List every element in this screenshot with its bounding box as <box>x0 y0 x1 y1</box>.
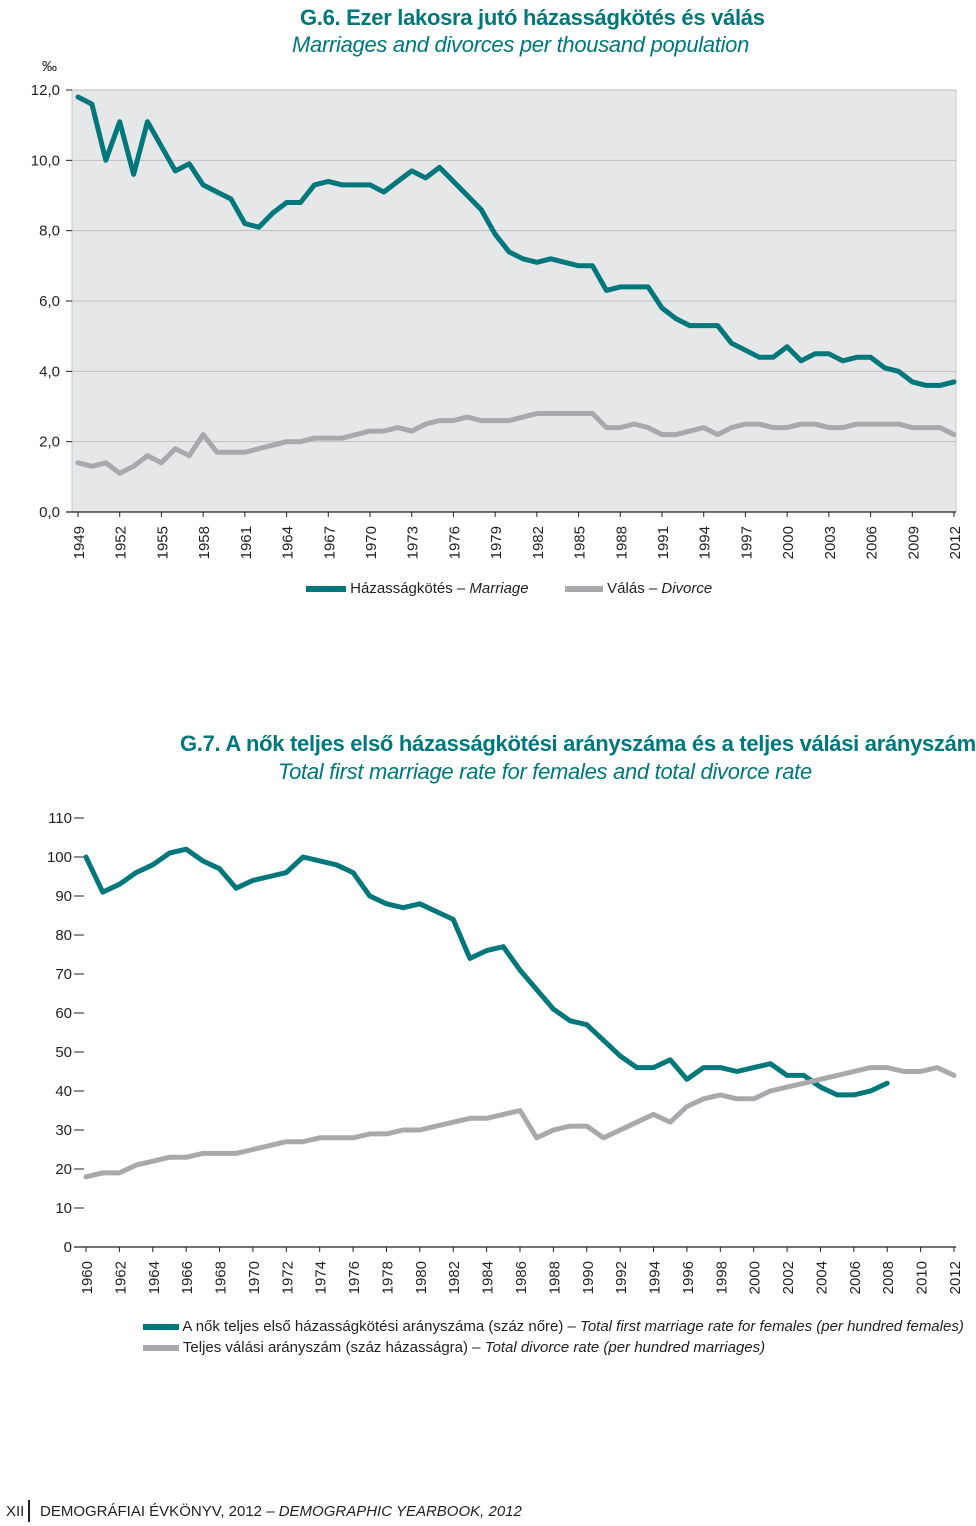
chart1-x-tick-label: 2000 <box>780 526 798 560</box>
chart2-y-tick-label: 50 <box>55 1044 72 1061</box>
chart1-x-tick-label: 1955 <box>154 526 172 560</box>
chart2-y-tick-label: 70 <box>55 966 72 983</box>
chart1-x-tick-label: 1958 <box>196 526 214 560</box>
legend-label-marriage-en: Marriage <box>469 580 529 597</box>
chart1-x-tick-label: 1982 <box>529 526 547 560</box>
page-footer <box>0 1496 960 1526</box>
chart2-x-tick-label: 1994 <box>646 1261 664 1295</box>
chart1-x-tick-label: 1967 <box>321 526 339 560</box>
chart2-y-tick-label: 40 <box>55 1083 72 1100</box>
legend2-swatch-divorce <box>143 1345 179 1351</box>
legend2-label-divorce-en: Total divorce rate (per hundred marriages) <box>484 1339 766 1356</box>
chart2-x-tick-label: 1986 <box>513 1261 530 1295</box>
chart2-x-tick-label: 1988 <box>546 1261 564 1295</box>
chart1-x-tick-label: 1985 <box>571 526 589 560</box>
chart2-y-tick-label: 80 <box>55 927 72 944</box>
chart2-y-tick-label: 20 <box>55 1161 72 1178</box>
chart2-x-tick-label: 1972 <box>279 1261 297 1295</box>
chart2-series-divorce <box>86 1068 954 1177</box>
footer-divider <box>28 1500 30 1522</box>
chart1-x-tick-label: 2009 <box>905 526 923 560</box>
chart2-x-tick-label: 1978 <box>379 1261 397 1295</box>
chart2-x-tick-label: 1998 <box>713 1261 731 1295</box>
chart2-x-tick-label: 1974 <box>312 1261 330 1295</box>
chart2-x-tick-label: 2000 <box>746 1261 764 1295</box>
chart2-y-tick-label: 110 <box>48 810 72 827</box>
chart1-x-tick-label: 1949 <box>71 526 88 560</box>
chart1-x-tick-label: 1988 <box>613 526 631 560</box>
chart1-x-tick-label: 1961 <box>237 526 255 560</box>
chart2-legend-divorce <box>143 1339 765 1356</box>
chart1-y-tick-label: 12,0 <box>30 82 60 99</box>
page-number: XII <box>6 1503 25 1520</box>
chart2-x-tick-label: 1960 <box>79 1261 96 1295</box>
chart1-x-tick-label: 2003 <box>821 526 839 560</box>
chart1-x-tick-label: 1994 <box>696 526 714 560</box>
chart1-title: G.6. Ezer lakosra jutó házasságkötés és válás <box>300 5 765 30</box>
chart2-x-tick-label: 1968 <box>212 1261 230 1295</box>
legend-label-marriage-hu: Házasságkötés – <box>350 580 466 597</box>
chart1-x-tick-label: 2006 <box>863 526 881 560</box>
chart2-x-tick-label: 2006 <box>846 1261 864 1295</box>
legend2-label-marriage-hu: A nők teljes első házasságkötési arányszáma (száz nőre) – <box>182 1318 576 1335</box>
chart2-y-tick-label: 30 <box>55 1122 72 1139</box>
chart2-x-tick-label: 2004 <box>813 1261 831 1295</box>
chart1-x-tick-label: 1970 <box>363 526 380 560</box>
chart1-y-tick-label: 8,0 <box>39 222 60 240</box>
chart2-x-tick-label: 2008 <box>880 1261 898 1295</box>
chart2-x-tick-label: 1982 <box>446 1261 464 1295</box>
legend2-swatch-marriage <box>143 1324 179 1330</box>
chart1-y-tick-label: 2,0 <box>39 433 60 451</box>
chart1-x-tick-label: 1976 <box>446 526 464 560</box>
chart1-x-tick-label: 1952 <box>112 526 130 560</box>
chart2-x-tick-label: 2010 <box>913 1261 931 1295</box>
chart2-x-tick-label: 1970 <box>245 1261 263 1295</box>
chart1-x-tick-label: 2012 <box>947 526 964 560</box>
chart2-y-tick-label: 0 <box>63 1239 72 1256</box>
chart2-x-tick-label: 1996 <box>679 1261 697 1295</box>
chart1-x-tick-label: 1964 <box>279 526 297 560</box>
chart2-x-tick-label: 1962 <box>112 1261 130 1295</box>
chart1-x-tick-label: 1997 <box>738 526 756 560</box>
chart2-title: G.7. A nők teljes első házasságkötési arányszáma és a teljes válási arányszám <box>180 731 976 756</box>
chart2-x-tick-label: 2012 <box>947 1261 964 1295</box>
chart1-x-tick-label: 1991 <box>655 526 672 560</box>
footer-title <box>40 1503 522 1520</box>
chart2-y-tick-label: 100 <box>46 849 72 866</box>
chart2-x-tick-label: 1966 <box>179 1261 197 1295</box>
legend2-label-divorce-hu: Teljes válási arányszám (száz házasságra) – <box>182 1339 481 1356</box>
chart1-unit-label: ‰ <box>42 58 57 75</box>
chart2-y-tick-label: 10 <box>55 1200 72 1217</box>
legend-label-divorce-hu: Válás – <box>607 580 658 597</box>
chart2-x-tick-label: 1984 <box>479 1261 497 1295</box>
chart1-y-tick-label: 0,0 <box>39 504 60 521</box>
legend-label-divorce-en: Divorce <box>661 580 713 597</box>
chart2-series-marriage <box>86 849 887 1095</box>
chart1-x-tick-label: 1979 <box>488 526 506 560</box>
chart2-legend-marriage <box>143 1318 964 1335</box>
legend2-label-marriage-en: Total first marriage rate for females (per hundred females) <box>580 1318 964 1335</box>
chart2-y-tick-label: 90 <box>55 888 72 905</box>
chart2-x-tick-label: 1964 <box>145 1261 163 1295</box>
chart2-y-tick-label: 60 <box>55 1005 72 1022</box>
chart2-x-tick-label: 1992 <box>613 1261 631 1295</box>
chart2-x-tick-label: 1976 <box>346 1261 364 1295</box>
chart1-y-tick-label: 4,0 <box>39 363 60 381</box>
chart1-subtitle: Marriages and divorces per thousand population <box>292 32 750 57</box>
chart1-y-tick-label: 10,0 <box>30 152 60 170</box>
chart1-y-tick-label: 6,0 <box>39 293 60 310</box>
footer-title-hu: DEMOGRÁFIAI ÉVKÖNYV, 2012 – <box>40 1503 275 1520</box>
footer-title-en: DEMOGRAPHIC YEARBOOK, 2012 <box>278 1503 522 1520</box>
chart2-x-tick-label: 1990 <box>579 1261 597 1295</box>
chart2-x-tick-label: 2002 <box>780 1261 798 1295</box>
chart2-subtitle: Total first marriage rate for females and total divorce rate <box>278 759 812 784</box>
chart1-x-tick-label: 1973 <box>404 526 422 560</box>
chart2-x-tick-label: 1980 <box>412 1261 430 1295</box>
